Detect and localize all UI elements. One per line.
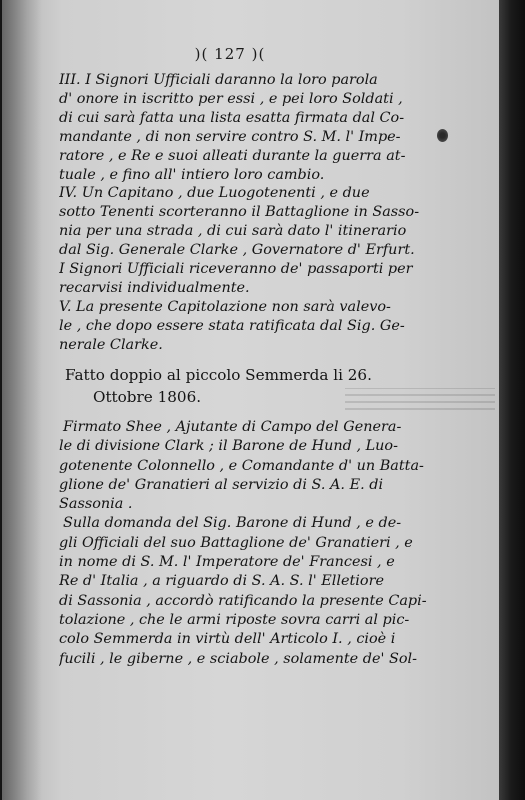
text-line: recarvisi individualmente.: [59, 279, 250, 296]
text-line: Sulla domanda del Sig. Barone di Hund , e de-: [63, 515, 402, 532]
articles-block: [59, 71, 431, 355]
text-line: le , che dopo essere stata ratificata dal Sig. Ge-: [59, 317, 405, 334]
page-edge: [499, 0, 525, 800]
date-block: [59, 364, 431, 408]
text-line: IV. Un Capitano , due Luogotenenti , e due: [59, 185, 370, 202]
text-line: sotto Tenenti scorteranno il Battaglione in Sasso-: [59, 204, 420, 221]
header-ornament-right: )(: [251, 45, 266, 63]
text-line: colo Semmerda in virtù dell' Articolo I. , cioè i: [59, 631, 396, 648]
binding-shadow: [2, 0, 42, 800]
signature-block: [59, 418, 431, 669]
text-line: gli Officiali del suo Battaglione de' Granatieri , e: [59, 534, 413, 551]
date-line: Fatto doppio al piccolo Semmerda li 26.: [65, 366, 372, 384]
text-line: Firmato Shee , Ajutante di Campo del Genera-: [63, 419, 402, 435]
text-line: Re d' Italia , a riguardo di S. A. S. l' Elletiore: [59, 573, 384, 590]
text-line: Sassonia .: [59, 496, 133, 513]
page-number: 127: [214, 45, 246, 63]
text-line: di cui sarà fatta una lista esatta firmata dal Co-: [59, 109, 405, 126]
date-line: Ottobre 1806.: [93, 388, 202, 406]
text-line: III. I Signori Ufficiali daranno la loro parola: [59, 72, 378, 88]
text-line: gotenente Colonnello , e Comandante d' un Batta-: [59, 457, 424, 474]
text-line: tuale , e fino all' intiero loro cambio.: [59, 166, 325, 183]
text-line: in nome di S. M. l' Imperatore de' Francesi , e: [59, 554, 395, 571]
header-ornament-left: )(: [194, 45, 209, 63]
text-line: fucili , le giberne , e sciabole , solamente de' Sol-: [59, 650, 418, 667]
text-line: nia per una strada , di cui sarà dato l' itinerario: [59, 223, 407, 240]
paper-hole: [437, 129, 448, 142]
text-line: V. La presente Capitolazione non sarà valevo-: [59, 298, 391, 315]
text-line: le di divisione Clark ; il Barone de Hund , Luo-: [59, 438, 398, 455]
text-line: dal Sig. Generale Clarke , Governatore d' Erfurt.: [59, 242, 415, 259]
text-line: d' onore in iscritto per essi , e pei loro Soldati ,: [59, 90, 403, 107]
text-line: mandante , di non servire contro S. M. l' Impe-: [59, 128, 401, 145]
text-line: ratore , e Re e suoi alleati durante la guerra at-: [59, 147, 406, 164]
text-line: nerale Clarke.: [59, 336, 163, 353]
text-line: tolazione , che le armi riposte sovra carri al pic-: [59, 611, 410, 628]
text-line: di Sassonia , accordò ratificando la presente Capi-: [59, 592, 427, 609]
text-line: glione de' Granatieri al servizio di S. A. E. di: [59, 476, 384, 493]
text-line: I Signori Ufficiali riceveranno de' passaporti per: [59, 261, 413, 278]
page-header: [180, 45, 280, 63]
